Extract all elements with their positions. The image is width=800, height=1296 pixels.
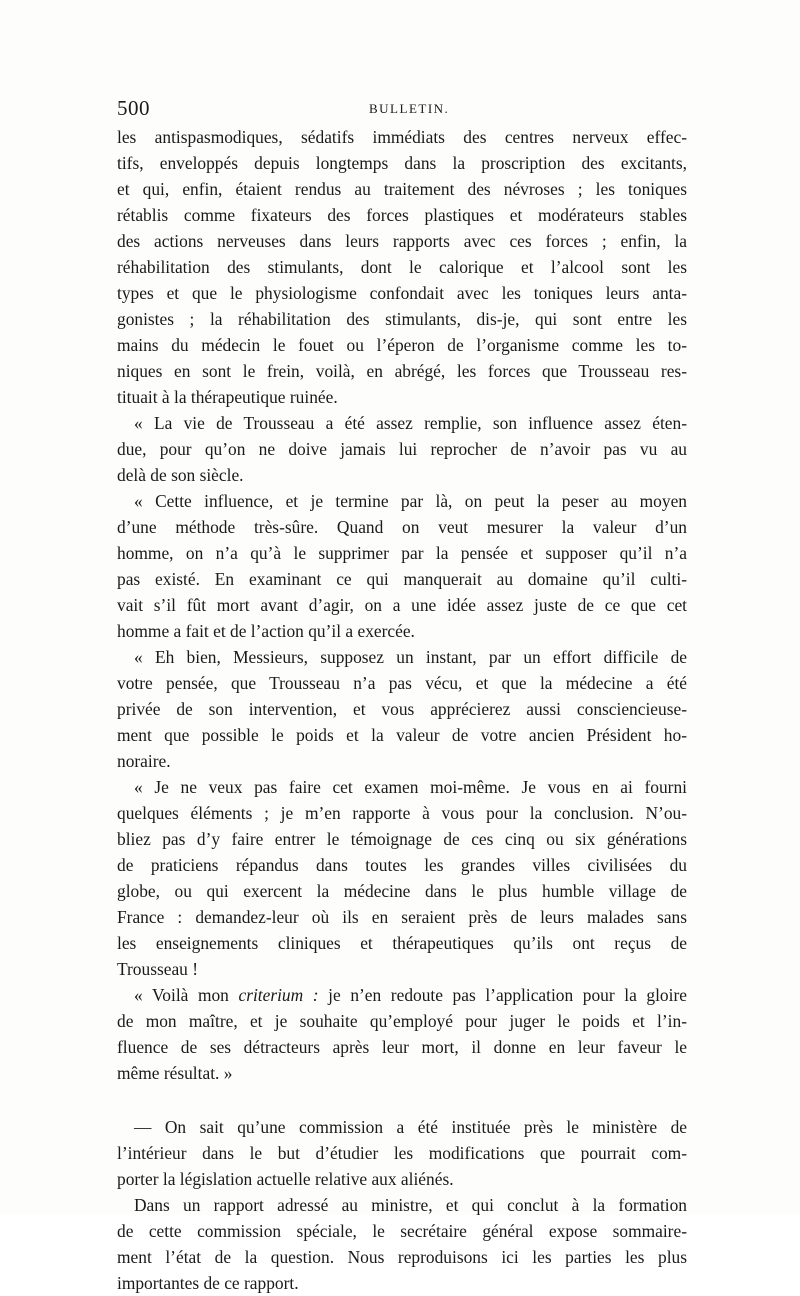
criterium-rest: je n’en redoute pas l’application pour la gloire (328, 985, 687, 1005)
text-line: quelques éléments ; je m’en rapporte à vous pour la conclusion. N’ou- (117, 803, 687, 823)
text-line: de mon maître, et je souhaite qu’employé pour juger le poids et l’in- (117, 1011, 687, 1031)
text-line: homme a fait et de l’action qu’il a exercée. (117, 621, 415, 641)
text-line: importantes de ce rapport. (117, 1273, 299, 1293)
text-line: d’une méthode très-sûre. Quand on veut mesurer la valeur d’un (117, 517, 687, 537)
text-line: delà de son siècle. (117, 465, 244, 485)
text-line: des actions nerveuses dans leurs rapports avec ces forces ; enfin, la (117, 231, 687, 251)
text-line: de cette commission spéciale, le secrétaire général expose sommaire- (117, 1221, 687, 1241)
text-line: rétablis comme fixateurs des forces plastiques et modérateurs stables (117, 205, 687, 225)
page-number: 500 (117, 96, 150, 120)
text-line: noraire. (117, 751, 171, 771)
text-line: France : demandez-leur où ils en seraient près de leurs malades sans (117, 907, 687, 927)
text-line (134, 982, 687, 1008)
text-line: tituait à la thérapeutique ruinée. (117, 387, 338, 407)
text-line: — On sait qu’une commission a été instituée près le ministère de (134, 1117, 687, 1137)
page-header (117, 96, 687, 122)
text-line: « Cette influence, et je termine par là, on peut la peser au moyen (134, 491, 687, 511)
text-line: mains du médecin le fouet ou l’éperon de l’organisme comme les to- (117, 335, 687, 355)
text-line: ment l’état de la question. Nous reproduisons ici les parties les plus (117, 1247, 687, 1267)
text-line: les enseignements cliniques et thérapeutiques qu’ils ont reçus de (117, 933, 687, 953)
text-line: même résultat. » (117, 1063, 233, 1083)
text-line: fluence de ses détracteurs après leur mort, il donne en leur faveur le (117, 1037, 687, 1057)
text-line: « La vie de Trousseau a été assez remplie, son influence assez éten- (134, 413, 687, 433)
text-line: Dans un rapport adressé au ministre, et qui conclut à la formation (134, 1195, 687, 1215)
text-line: Trousseau ! (117, 959, 199, 979)
criterium-lead: « Voilà mon (134, 985, 239, 1005)
text-line: porter la législation actuelle relative aux aliénés. (117, 1169, 454, 1189)
text-line: bliez pas d’y faire entrer le témoignage de ces cinq ou six générations (117, 829, 687, 849)
text-line: et qui, enfin, étaient rendus au traitement des névroses ; les toniques (117, 179, 687, 199)
text-line: privée de son intervention, et vous apprécierez aussi consciencieuse- (117, 699, 687, 719)
text-line: de praticiens répandus dans toutes les grandes villes civilisées du (117, 855, 687, 875)
text-line: homme, on n’a qu’à le supprimer par la pensée et supposer qu’il n’a (117, 543, 687, 563)
text-line: due, pour qu’on ne doive jamais lui reprocher de n’avoir pas vu au (117, 439, 687, 459)
text-line: tifs, enveloppés depuis longtemps dans la proscription des excitants, (117, 153, 687, 173)
text-line: les antispasmodiques, sédatifs immédiats des centres nerveux effec- (117, 127, 687, 147)
text-line: types et que le physiologisme confondait avec les toniques leurs anta- (117, 283, 687, 303)
criterium-italic: criterium : (238, 985, 319, 1005)
text-line: votre pensée, que Trousseau n’a pas vécu, et que la médecine a été (117, 673, 687, 693)
text-line: l’intérieur dans le but d’étudier les modifications que pourrait com- (117, 1143, 687, 1163)
text-line: niques en sont le frein, voilà, en abrégé, les forces que Trousseau res- (117, 361, 687, 381)
text-line: globe, ou qui exercent la médecine dans le plus humble village de (117, 881, 687, 901)
text-line: « Eh bien, Messieurs, supposez un instant, par un effort difficile de (134, 647, 687, 667)
text-line: réhabilitation des stimulants, dont le calorique et l’alcool sont les (117, 257, 687, 277)
text-line: ment que possible le poids et la valeur de votre ancien Président ho- (117, 725, 687, 745)
text-line: gonistes ; la réhabilitation des stimulants, dis-je, qui sont entre les (117, 309, 687, 329)
running-title: BULLETIN. (369, 101, 450, 116)
text-line: pas existé. En examinant ce qui manquerait au domaine qu’il culti- (117, 569, 687, 589)
text-line: « Je ne veux pas faire cet examen moi-même. Je vous en ai fourni (134, 777, 687, 797)
text-line: vait s’il fût mort avant d’agir, on a une idée assez juste de ce que cet (117, 595, 687, 615)
